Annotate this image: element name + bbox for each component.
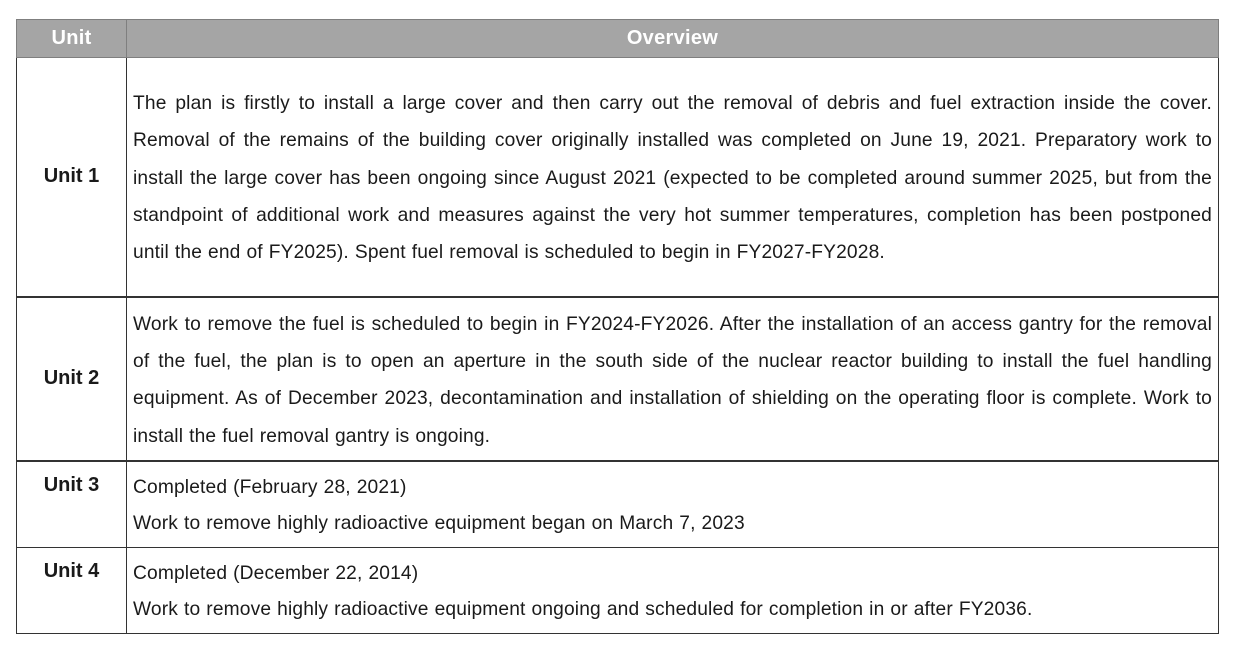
unit-cell: Unit 4 [17,547,127,633]
table-row [17,58,1219,297]
unit-cell: Unit 3 [17,461,127,547]
overview-line: Completed (December 22, 2014) [133,563,419,585]
overview-cell: Work to remove the fuel is scheduled to begin in FY2024-FY2026. After the installation of an access gantry for the removal of the fuel, the plan is to open an aperture in the south side of the nuclear reactor building to install the fuel handling equipment. As of December 2023, decontamination and installation of shielding on the operating floor is complete. Work to install the fuel removal gantry is ongoing. [127,297,1219,462]
unit-cell: Unit 1 [17,58,127,297]
overview-line: Work to remove highly radioactive equipment ongoing and scheduled for completion in or after FY2036. [133,599,1033,621]
table-header [17,20,1219,58]
table-row [17,297,1219,462]
overview-column-header: Overview [127,20,1219,58]
table-row [17,547,1219,633]
unit-overview-table [16,19,1219,634]
overview-cell: The plan is firstly to install a large cover and then carry out the removal of debris and fuel extraction inside the cover. Removal of the remains of the building cover originally installed was completed on June 19, 2021. Preparatory work to install the large cover has been ongoing since August 2021 (expected to be completed around summer 2025, but from the standpoint of additional work and measures against the very hot summer temperatures, completion has been postponed until the end of FY2025). Spent fuel removal is scheduled to begin in FY2027-FY2028. [127,58,1219,297]
unit-cell: Unit 2 [17,297,127,462]
header-row [17,20,1219,58]
table-body [17,58,1219,634]
overview-cell [127,547,1219,633]
overview-line: Work to remove highly radioactive equipment began on March 7, 2023 [133,513,745,535]
overview-line: Completed (February 28, 2021) [133,477,407,499]
table-row [17,461,1219,547]
overview-cell [127,461,1219,547]
unit-column-header: Unit [17,20,127,58]
